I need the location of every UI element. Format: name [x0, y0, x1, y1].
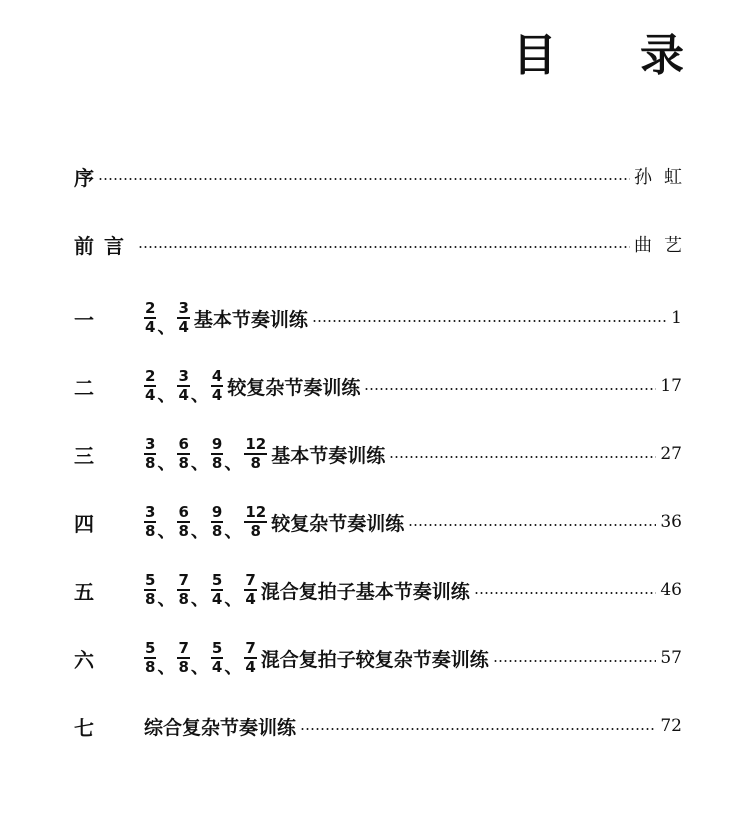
- fraction-denominator: 8: [145, 590, 156, 608]
- time-signature-fraction: [144, 437, 156, 471]
- page-title: 目 录: [512, 30, 718, 81]
- separator-mark: 、: [157, 589, 176, 610]
- fraction-denominator: 8: [178, 590, 189, 608]
- fraction-denominator: 8: [145, 522, 156, 540]
- fraction-numerator: 3: [145, 503, 156, 521]
- fraction-numerator: 7: [245, 571, 256, 589]
- toc-entry-chapter-7[interactable]: [74, 706, 682, 746]
- dot-leader: [474, 592, 657, 594]
- entry-label: 前言: [74, 233, 134, 258]
- fraction-denominator: 8: [250, 454, 261, 472]
- separator-mark: 、: [157, 385, 176, 406]
- toc-entry-chapter-1[interactable]: [74, 298, 682, 338]
- time-signature-fraction: [177, 301, 189, 335]
- chapter-title: [144, 435, 386, 474]
- chapter-numeral: 七: [74, 715, 94, 740]
- toc-entry-chapter-2[interactable]: [74, 366, 682, 406]
- separator-mark: 、: [224, 657, 243, 678]
- toc-entry-preface[interactable]: [74, 156, 694, 196]
- fraction-denominator: 4: [178, 386, 189, 404]
- fraction-numerator: 2: [145, 299, 156, 317]
- entry-label: 序: [74, 165, 94, 190]
- time-signature-fraction: [144, 301, 156, 335]
- toc-entry-chapter-3[interactable]: [74, 434, 682, 474]
- chapter-title: [144, 713, 296, 740]
- time-signature-fraction: [244, 573, 256, 607]
- fraction-numerator: 6: [178, 503, 189, 521]
- time-signature-fraction: [211, 505, 223, 539]
- fraction-numerator: 7: [178, 639, 189, 657]
- fraction-numerator: 2: [145, 367, 156, 385]
- chapter-title-text: 综合复杂节奏训练: [144, 716, 297, 739]
- page-number: 46: [660, 580, 682, 600]
- fraction-denominator: 4: [211, 386, 223, 404]
- toc-entry-chapter-4[interactable]: [74, 502, 682, 542]
- fraction-numerator: 9: [211, 435, 223, 453]
- time-signature-fraction: [144, 641, 156, 675]
- fraction-denominator: 8: [211, 522, 223, 540]
- fraction-numerator: 5: [211, 571, 223, 589]
- fraction-denominator: 4: [245, 590, 256, 608]
- fraction-numerator: 5: [145, 571, 156, 589]
- chapter-title: [144, 571, 470, 610]
- chapter-title-text: 基本节奏训练: [271, 444, 386, 467]
- fraction-denominator: 8: [178, 454, 189, 472]
- dot-leader: [138, 246, 630, 248]
- fraction-numerator: 7: [245, 639, 256, 657]
- fraction-numerator: 3: [178, 367, 189, 385]
- fraction-denominator: 4: [211, 590, 223, 608]
- fraction-denominator: 8: [178, 522, 189, 540]
- fraction-denominator: 4: [145, 318, 156, 336]
- fraction-numerator: 3: [178, 299, 189, 317]
- fraction-denominator: 8: [145, 658, 156, 676]
- page-number: 72: [660, 716, 682, 736]
- fraction-numerator: 12: [245, 503, 267, 521]
- separator-mark: 、: [190, 521, 209, 542]
- page-number: 1: [671, 308, 682, 328]
- chapter-title: [144, 639, 489, 678]
- chapter-numeral: 三: [74, 443, 94, 468]
- time-signature-fraction: [144, 505, 156, 539]
- chapter-title-text: 较复杂节奏训练: [271, 512, 405, 535]
- time-signature-fraction: [177, 437, 189, 471]
- page-number: 57: [660, 648, 682, 668]
- dot-leader: [389, 456, 656, 458]
- chapter-title: [144, 503, 405, 542]
- fraction-denominator: 8: [178, 658, 189, 676]
- separator-mark: 、: [190, 657, 209, 678]
- time-signature-fraction: [211, 573, 223, 607]
- chapter-numeral: 五: [74, 579, 94, 604]
- time-signature-fraction: [144, 369, 156, 403]
- fraction-numerator: 5: [211, 639, 223, 657]
- separator-mark: 、: [224, 589, 243, 610]
- time-signature-fraction: [211, 369, 223, 403]
- time-signature-fraction: [211, 437, 223, 471]
- chapter-title-text: 基本节奏训练: [193, 308, 308, 331]
- fraction-denominator: 8: [211, 454, 223, 472]
- separator-mark: 、: [157, 521, 176, 542]
- separator-mark: 、: [157, 453, 176, 474]
- dot-leader: [300, 728, 656, 730]
- chapter-numeral: 四: [74, 511, 94, 536]
- page-number: 27: [660, 444, 682, 464]
- fraction-numerator: 5: [145, 639, 156, 657]
- dot-leader: [98, 178, 630, 180]
- entry-author: 孙虹: [634, 167, 694, 188]
- separator-mark: 、: [190, 589, 209, 610]
- chapter-title-text: 混合复拍子基本节奏训练: [260, 580, 470, 603]
- fraction-denominator: 4: [245, 658, 256, 676]
- fraction-numerator: 3: [145, 435, 156, 453]
- time-signature-fraction: [144, 573, 156, 607]
- separator-mark: 、: [157, 657, 176, 678]
- separator-mark: 、: [157, 317, 176, 338]
- chapter-title-text: 较复杂节奏训练: [227, 376, 361, 399]
- chapter-title: [144, 299, 308, 338]
- fraction-numerator: 12: [245, 435, 267, 453]
- dot-leader: [364, 388, 656, 390]
- fraction-numerator: 4: [211, 367, 223, 385]
- chapter-numeral: 二: [74, 375, 94, 400]
- fraction-numerator: 9: [211, 503, 223, 521]
- time-signature-fraction: [177, 641, 189, 675]
- page-number: 36: [660, 512, 682, 532]
- separator-mark: 、: [190, 385, 209, 406]
- fraction-numerator: 6: [178, 435, 189, 453]
- time-signature-fraction: [211, 641, 223, 675]
- dot-leader: [408, 524, 656, 526]
- toc-entry-chapter-5[interactable]: [74, 570, 682, 610]
- fraction-denominator: 4: [211, 658, 223, 676]
- dot-leader: [493, 660, 657, 662]
- chapter-numeral: 一: [74, 307, 94, 332]
- time-signature-fraction: [177, 505, 189, 539]
- chapter-title: [144, 367, 361, 406]
- separator-mark: 、: [190, 453, 209, 474]
- time-signature-fraction: [244, 641, 256, 675]
- fraction-denominator: 8: [145, 454, 156, 472]
- fraction-numerator: 7: [178, 571, 189, 589]
- toc-entry-foreword[interactable]: [74, 224, 694, 264]
- entry-author: 曲艺: [634, 235, 694, 256]
- fraction-denominator: 4: [145, 386, 156, 404]
- time-signature-fraction: [244, 505, 267, 539]
- separator-mark: 、: [224, 453, 243, 474]
- time-signature-fraction: [177, 573, 189, 607]
- chapter-numeral: 六: [74, 647, 94, 672]
- page-number: 17: [660, 376, 682, 396]
- time-signature-fraction: [177, 369, 189, 403]
- fraction-denominator: 8: [250, 522, 261, 540]
- chapter-title-text: 混合复拍子较复杂节奏训练: [260, 648, 489, 671]
- toc-entry-chapter-6[interactable]: [74, 638, 682, 678]
- time-signature-fraction: [244, 437, 267, 471]
- dot-leader: [312, 320, 667, 322]
- separator-mark: 、: [224, 521, 243, 542]
- fraction-denominator: 4: [178, 318, 189, 336]
